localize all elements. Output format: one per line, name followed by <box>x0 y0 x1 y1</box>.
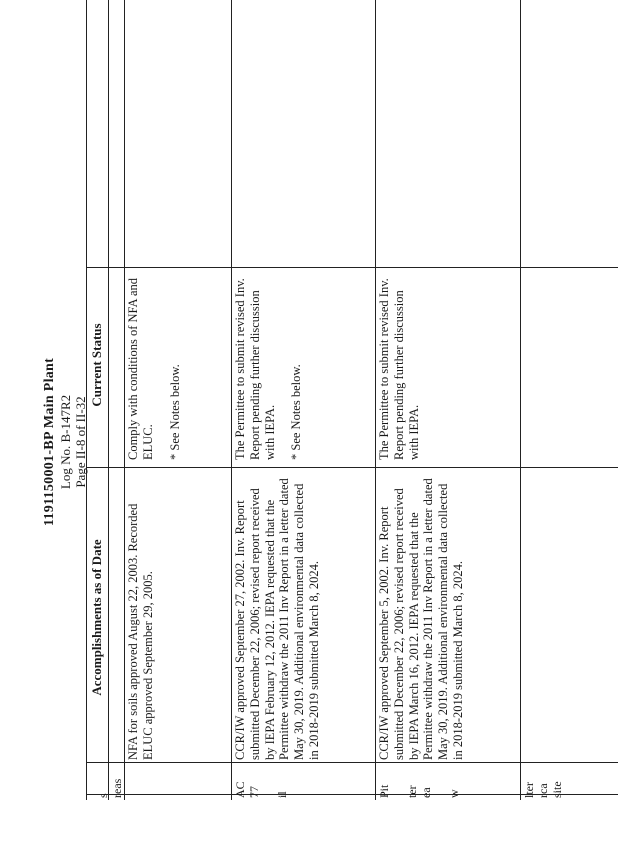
facility-id-title: 1191150001-BP Main Plant <box>42 357 57 527</box>
column-header-status: Current Status <box>89 323 104 407</box>
row-2-status <box>233 275 304 460</box>
column-separator <box>86 467 618 468</box>
table-row-divider <box>375 0 376 800</box>
row-1-status-text: Comply with conditions of NFA and ELUC. <box>126 277 155 460</box>
row-4-area-fragment: lter rca site <box>522 781 564 798</box>
table-left-col-edge <box>108 0 109 800</box>
row-2-accomplishments: CCR/IW approved September 27, 2002. Inv. Report submitted December 22, 2006; revised report received by IEPA February 12, 2012. IEPA requested that the Permittee withdraw the 2011 Inv Report in a letter dated May 30, 2019. Additional environmental data collected in 2018-2019 submitted March 8, 2024. <box>233 478 321 760</box>
table-row-bottom <box>86 762 618 763</box>
table-row-divider <box>124 0 125 800</box>
column-header-area-fragment: s reas <box>96 778 124 798</box>
column-header-accomplishments: Accomplishments as of Date <box>89 539 104 696</box>
table-top-border <box>86 0 87 800</box>
row-3-area-fragment: Pit ter ea w <box>377 784 461 798</box>
row-3-status <box>377 275 421 460</box>
page-number: Page II-8 of II-32 <box>73 396 88 488</box>
log-number: Log No. B-147R2 <box>58 394 73 490</box>
table-right-border <box>86 267 618 268</box>
row-1-status-note: * See Notes below. <box>167 364 182 460</box>
table-row-divider <box>520 0 521 800</box>
row-2-status-text: The Permittee to submit revised Inv. Report pending further discussion with IEPA. <box>233 278 277 460</box>
row-1-status <box>126 275 182 460</box>
row-3-accomplishments: CCR/IW approved September 5, 2002. Inv. Report submitted December 22, 2006; revised report received by IEPA March 16, 2012. IEPA requested that the Permittee withdraw the 2011 Inv Report in a letter dated May 30, 2019. Additional environmental data collected in 2018-2019 submitted March 8, 2024. <box>377 478 465 760</box>
row-3-status-text: The Permittee to submit revised Inv. Report pending further discussion with IEPA. <box>377 278 421 460</box>
table-row-divider <box>231 0 232 800</box>
row-2-status-note: * See Notes below. <box>289 364 304 460</box>
row-1-accomplishments: NFA for soils approved August 22, 2003. Recorded ELUC approved September 29, 2005. <box>126 503 155 760</box>
row-2-area-fragment: AC 77 il <box>233 781 289 798</box>
